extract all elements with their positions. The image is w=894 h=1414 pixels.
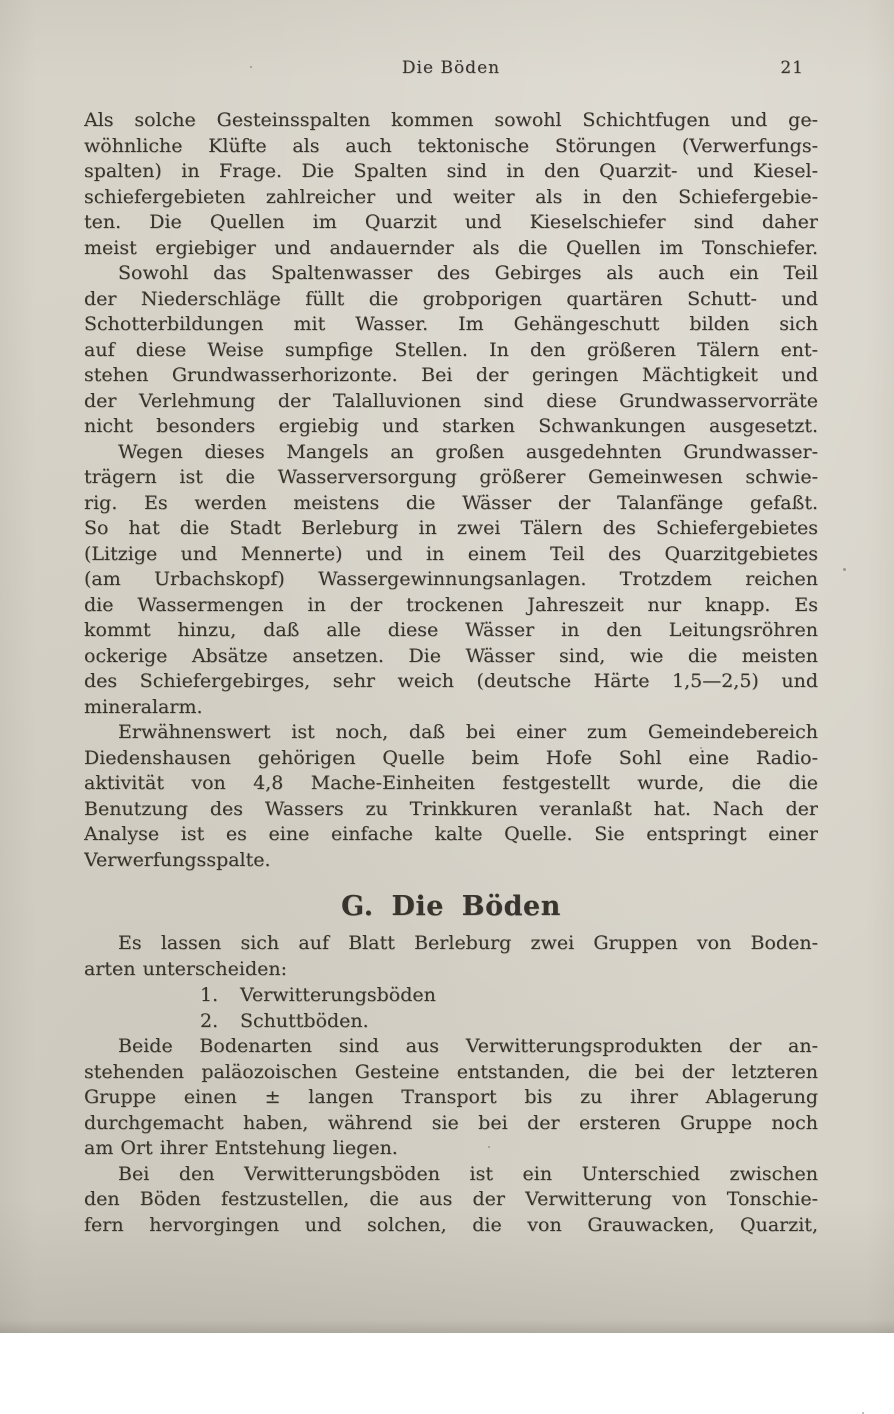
paragraph: [84, 1034, 818, 1162]
page-number: 21: [780, 58, 804, 78]
text-block: [84, 108, 818, 1238]
text-line: des Schiefergebirges, sehr weich (deutsche Härte 1,5—2,5) und: [84, 670, 818, 692]
text-line: Sowohl das Spaltenwasser des Gebirges als auch ein Teil: [118, 262, 818, 284]
text-line: fern hervorgingen und solchen, die von Grauwacken, Quarzit,: [84, 1213, 818, 1236]
text-line: mineralarm.: [84, 695, 203, 718]
text-line: Es lassen sich auf Blatt Berleburg zwei Gruppen von Boden-: [118, 932, 818, 954]
text-line: wöhnliche Klüfte als auch tektonische Störungen (Verwerfungs-: [84, 134, 818, 157]
header-title: Die Böden: [401, 58, 501, 78]
text-line: Analyse ist es eine einfache kalte Quelle. Sie entspringt einer: [84, 823, 818, 845]
paragraph: [84, 440, 818, 721]
text-line: arten unterscheiden:: [84, 957, 287, 980]
text-line: Beide Bodenarten sind aus Verwitterungsprodukten der an-: [118, 1035, 818, 1057]
text-line: stehenden paläozoischen Gesteine entstanden, die bei der letzteren: [84, 1060, 818, 1083]
paragraph: [84, 931, 818, 982]
list-item-number: 2.: [200, 1010, 219, 1032]
text-line: trägern ist die Wasserversorgung größerer Gemeinwesen schwie-: [84, 466, 818, 488]
text-line: aktivität von 4,8 Mache-Einheiten festgestellt wurde, die die: [84, 772, 818, 794]
text-line: Verwerfungsspalte.: [84, 848, 271, 871]
text-line: durchgemacht haben, während sie bei der ersteren Gruppe noch: [84, 1111, 818, 1134]
running-header: [84, 58, 818, 84]
list-item: [84, 1008, 818, 1034]
list-item-label: Verwitterungsböden: [240, 984, 436, 1006]
text-line: (am Urbachskopf) Wassergewinnungsanlagen. Trotzdem reichen: [84, 568, 818, 590]
text-line: Schotterbildungen mit Wasser. Im Gehängeschutt bilden sich: [84, 313, 818, 335]
list-item: [84, 982, 818, 1008]
text-line: kommt hinzu, daß alle diese Wässer in den Leitungsröhren: [84, 619, 818, 641]
text-line: nicht besonders ergiebig und starken Schwankungen ausgesetzt.: [84, 415, 818, 437]
list-item-label: Schuttböden.: [240, 1010, 369, 1032]
text-line: der Verlehmung der Talalluvionen sind diese Grundwasservorräte: [84, 389, 818, 412]
text-line: den Böden festzustellen, die aus der Verwitterung von Tonschie-: [84, 1188, 818, 1210]
text-line: Diedenshausen gehörigen Quelle beim Hofe Sohl eine Radio-: [84, 746, 818, 769]
paragraph: [84, 1162, 818, 1239]
section-heading: G. Die Böden: [341, 891, 561, 922]
text-line: Benutzung des Wassers zu Trinkkuren veranlaßt hat. Nach der: [84, 797, 818, 820]
text-line: am Ort ihrer Entstehung liegen.: [84, 1137, 398, 1159]
text-line: ten. Die Quellen im Quarzit und Kieselschiefer sind daher: [84, 211, 818, 233]
paragraph: [84, 261, 818, 440]
text-line: stehen Grundwasserhorizonte. Bei der geringen Mächtigkeit und: [84, 364, 818, 386]
paragraph: [84, 108, 818, 261]
paragraph: [84, 720, 818, 873]
text-line: (Litzige und Mennerte) und in einem Teil des Quarzitgebietes: [84, 542, 818, 565]
text-line: So hat die Stadt Berleburg in zwei Tälern des Schiefergebietes: [84, 517, 818, 539]
text-line: meist ergiebiger und andauernder als die Quellen im Tonschiefer.: [84, 236, 818, 259]
text-line: ockerige Absätze ansetzen. Die Wässer sind, wie die meisten: [84, 644, 818, 667]
text-line: Gruppe einen ± langen Transport bis zu ihrer Ablagerung: [84, 1086, 818, 1108]
text-line: der Niederschläge füllt die grobporigen quartären Schutt- und: [84, 287, 818, 310]
text-line: die Wassermengen in der trockenen Jahreszeit nur knapp. Es: [84, 593, 818, 616]
text-line: schiefergebieten zahlreicher und weiter als in den Schiefergebie-: [84, 185, 818, 208]
paper-speck: [843, 568, 846, 571]
text-line: rig. Es werden meistens die Wässer der Talanfänge gefaßt.: [84, 491, 818, 514]
text-line: Wegen dieses Mangels an großen ausgedehnten Grundwasser-: [118, 440, 818, 463]
list-item-number: 1.: [200, 984, 219, 1006]
text-line: Erwähnenswert ist noch, daß bei einer zum Gemeindebereich: [118, 721, 818, 743]
text-line: Bei den Verwitterungsböden ist ein Unterschied zwischen: [118, 1162, 818, 1185]
text-line: auf diese Weise sumpfige Stellen. In den größeren Tälern ent-: [84, 338, 818, 361]
text-line: spalten) in Frage. Die Spalten sind in den Quarzit- und Kiesel-: [84, 160, 818, 182]
text-line: Als solche Gesteinsspalten kommen sowohl Schichtfugen und ge-: [84, 109, 818, 131]
